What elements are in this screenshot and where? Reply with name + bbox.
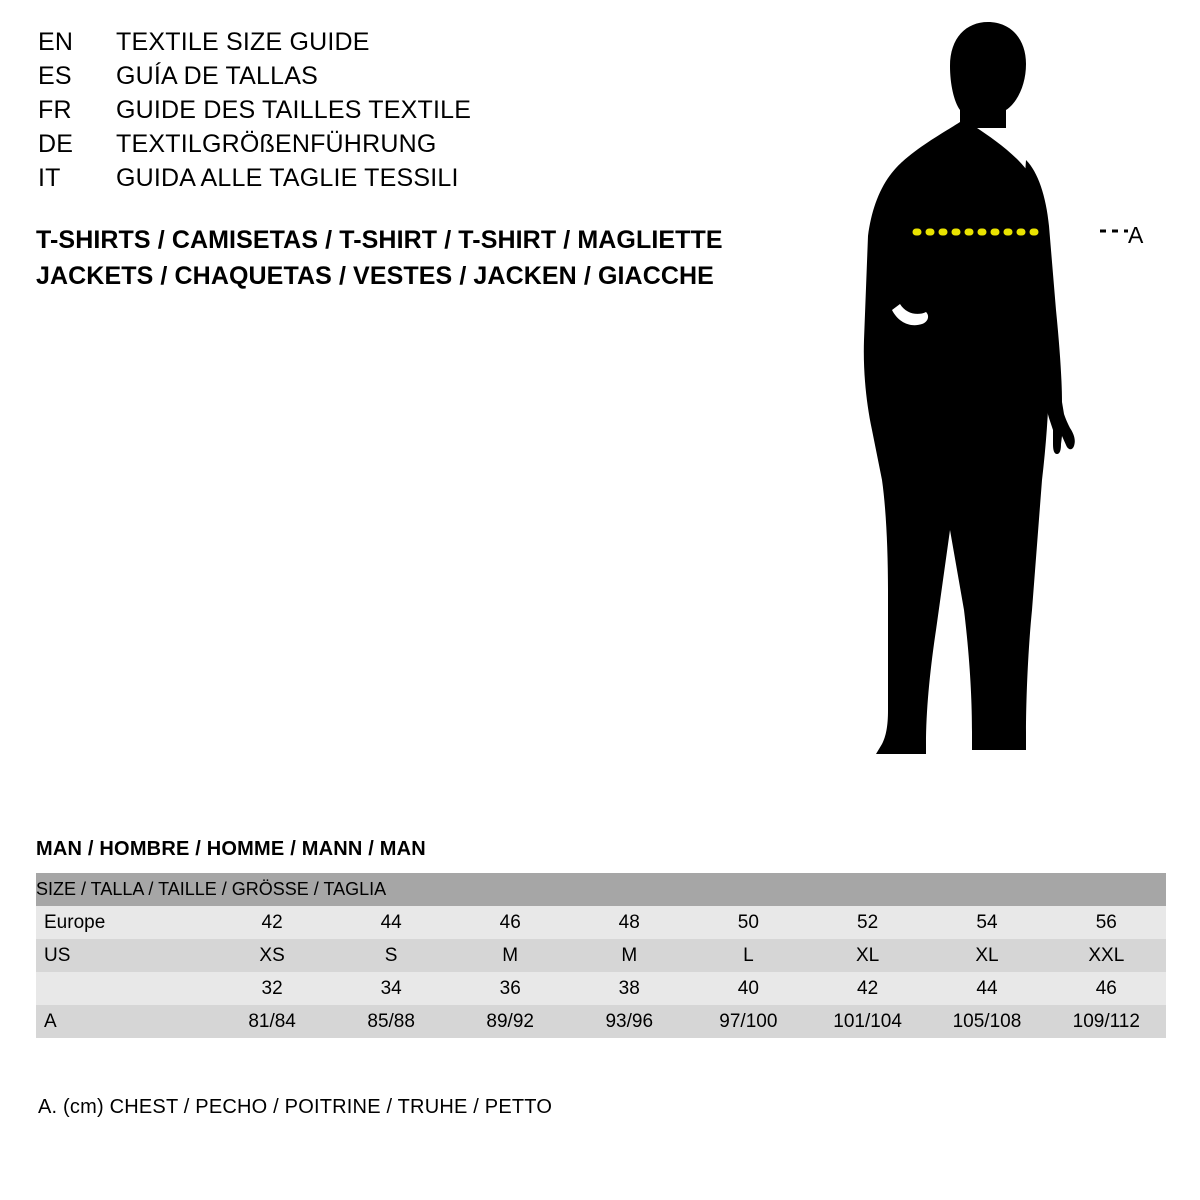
body-silhouette-figure xyxy=(830,10,1170,790)
cell-europe-4: 48 xyxy=(570,906,689,939)
cell-europe-3: 46 xyxy=(451,906,570,939)
table-row xyxy=(36,939,1166,972)
language-code: ES xyxy=(38,62,72,90)
cell-numeric-6: 42 xyxy=(808,972,927,1005)
table-title-man: MAN / HOMBRE / HOMME / MANN / MAN xyxy=(36,838,426,860)
size-table-section xyxy=(36,838,1166,1038)
cell-us-5: L xyxy=(689,939,808,972)
cell-us-8: XXL xyxy=(1047,939,1166,972)
row-label-europe: Europe xyxy=(36,906,213,939)
table-row xyxy=(36,906,1166,939)
category-list xyxy=(36,222,796,294)
cell-europe-2: 44 xyxy=(332,906,451,939)
table-row xyxy=(36,972,1166,1005)
measure-label-a: A xyxy=(1128,222,1144,248)
cell-a-6: 101/104 xyxy=(808,1005,927,1038)
cell-us-2: S xyxy=(332,939,451,972)
cell-a-1: 81/84 xyxy=(213,1005,332,1038)
language-list xyxy=(38,28,738,198)
size-table xyxy=(36,873,1166,1038)
cell-europe-8: 56 xyxy=(1047,906,1166,939)
language-code: FR xyxy=(38,96,72,124)
cell-us-7: XL xyxy=(927,939,1046,972)
table-row xyxy=(36,1005,1166,1038)
cell-a-7: 105/108 xyxy=(927,1005,1046,1038)
cell-europe-5: 50 xyxy=(689,906,808,939)
cell-numeric-4: 38 xyxy=(570,972,689,1005)
cell-a-3: 89/92 xyxy=(451,1005,570,1038)
row-label-numeric xyxy=(36,972,213,1005)
language-text: TEXTILE SIZE GUIDE xyxy=(116,28,370,56)
language-text: TEXTILGRÖßENFÜHRUNG xyxy=(116,130,437,158)
language-row xyxy=(38,130,738,164)
cell-numeric-5: 40 xyxy=(689,972,808,1005)
cell-us-4: M xyxy=(570,939,689,972)
cell-a-4: 93/96 xyxy=(570,1005,689,1038)
cell-a-5: 97/100 xyxy=(689,1005,808,1038)
table-header-row xyxy=(36,873,1166,906)
language-code: DE xyxy=(38,130,74,158)
cell-europe-6: 52 xyxy=(808,906,927,939)
cell-numeric-2: 34 xyxy=(332,972,451,1005)
silhouette-shape xyxy=(864,22,1075,754)
cell-numeric-3: 36 xyxy=(451,972,570,1005)
language-text: GUÍA DE TALLAS xyxy=(116,62,318,90)
table-header-label: SIZE / TALLA / TAILLE / GRÖSSE / TAGLIA xyxy=(36,873,1166,906)
cell-europe-1: 42 xyxy=(213,906,332,939)
cell-us-6: XL xyxy=(808,939,927,972)
cell-europe-7: 54 xyxy=(927,906,1046,939)
cell-numeric-7: 44 xyxy=(927,972,1046,1005)
row-label-us: US xyxy=(36,939,213,972)
cell-us-1: XS xyxy=(213,939,332,972)
language-row xyxy=(38,164,738,198)
cell-a-2: 85/88 xyxy=(332,1005,451,1038)
language-row xyxy=(38,96,738,130)
category-jackets: JACKETS / CHAQUETAS / VESTES / JACKEN / GIACCHE xyxy=(36,262,714,290)
cell-numeric-1: 32 xyxy=(213,972,332,1005)
language-row xyxy=(38,62,738,96)
category-tshirts: T-SHIRTS / CAMISETAS / T-SHIRT / T-SHIRT / MAGLIETTE xyxy=(36,226,723,254)
language-row xyxy=(38,28,738,62)
silhouette-svg xyxy=(830,10,1170,790)
cell-a-8: 109/112 xyxy=(1047,1005,1166,1038)
language-text: GUIDA ALLE TAGLIE TESSILI xyxy=(116,164,459,192)
row-label-a: A xyxy=(36,1005,213,1038)
cell-numeric-8: 46 xyxy=(1047,972,1166,1005)
language-code: EN xyxy=(38,28,74,56)
footnote-chest-measure: A. (cm) CHEST / PECHO / POITRINE / TRUHE / PETTO xyxy=(38,1096,553,1118)
language-code: IT xyxy=(38,164,61,192)
cell-us-3: M xyxy=(451,939,570,972)
language-text: GUIDE DES TAILLES TEXTILE xyxy=(116,96,472,124)
